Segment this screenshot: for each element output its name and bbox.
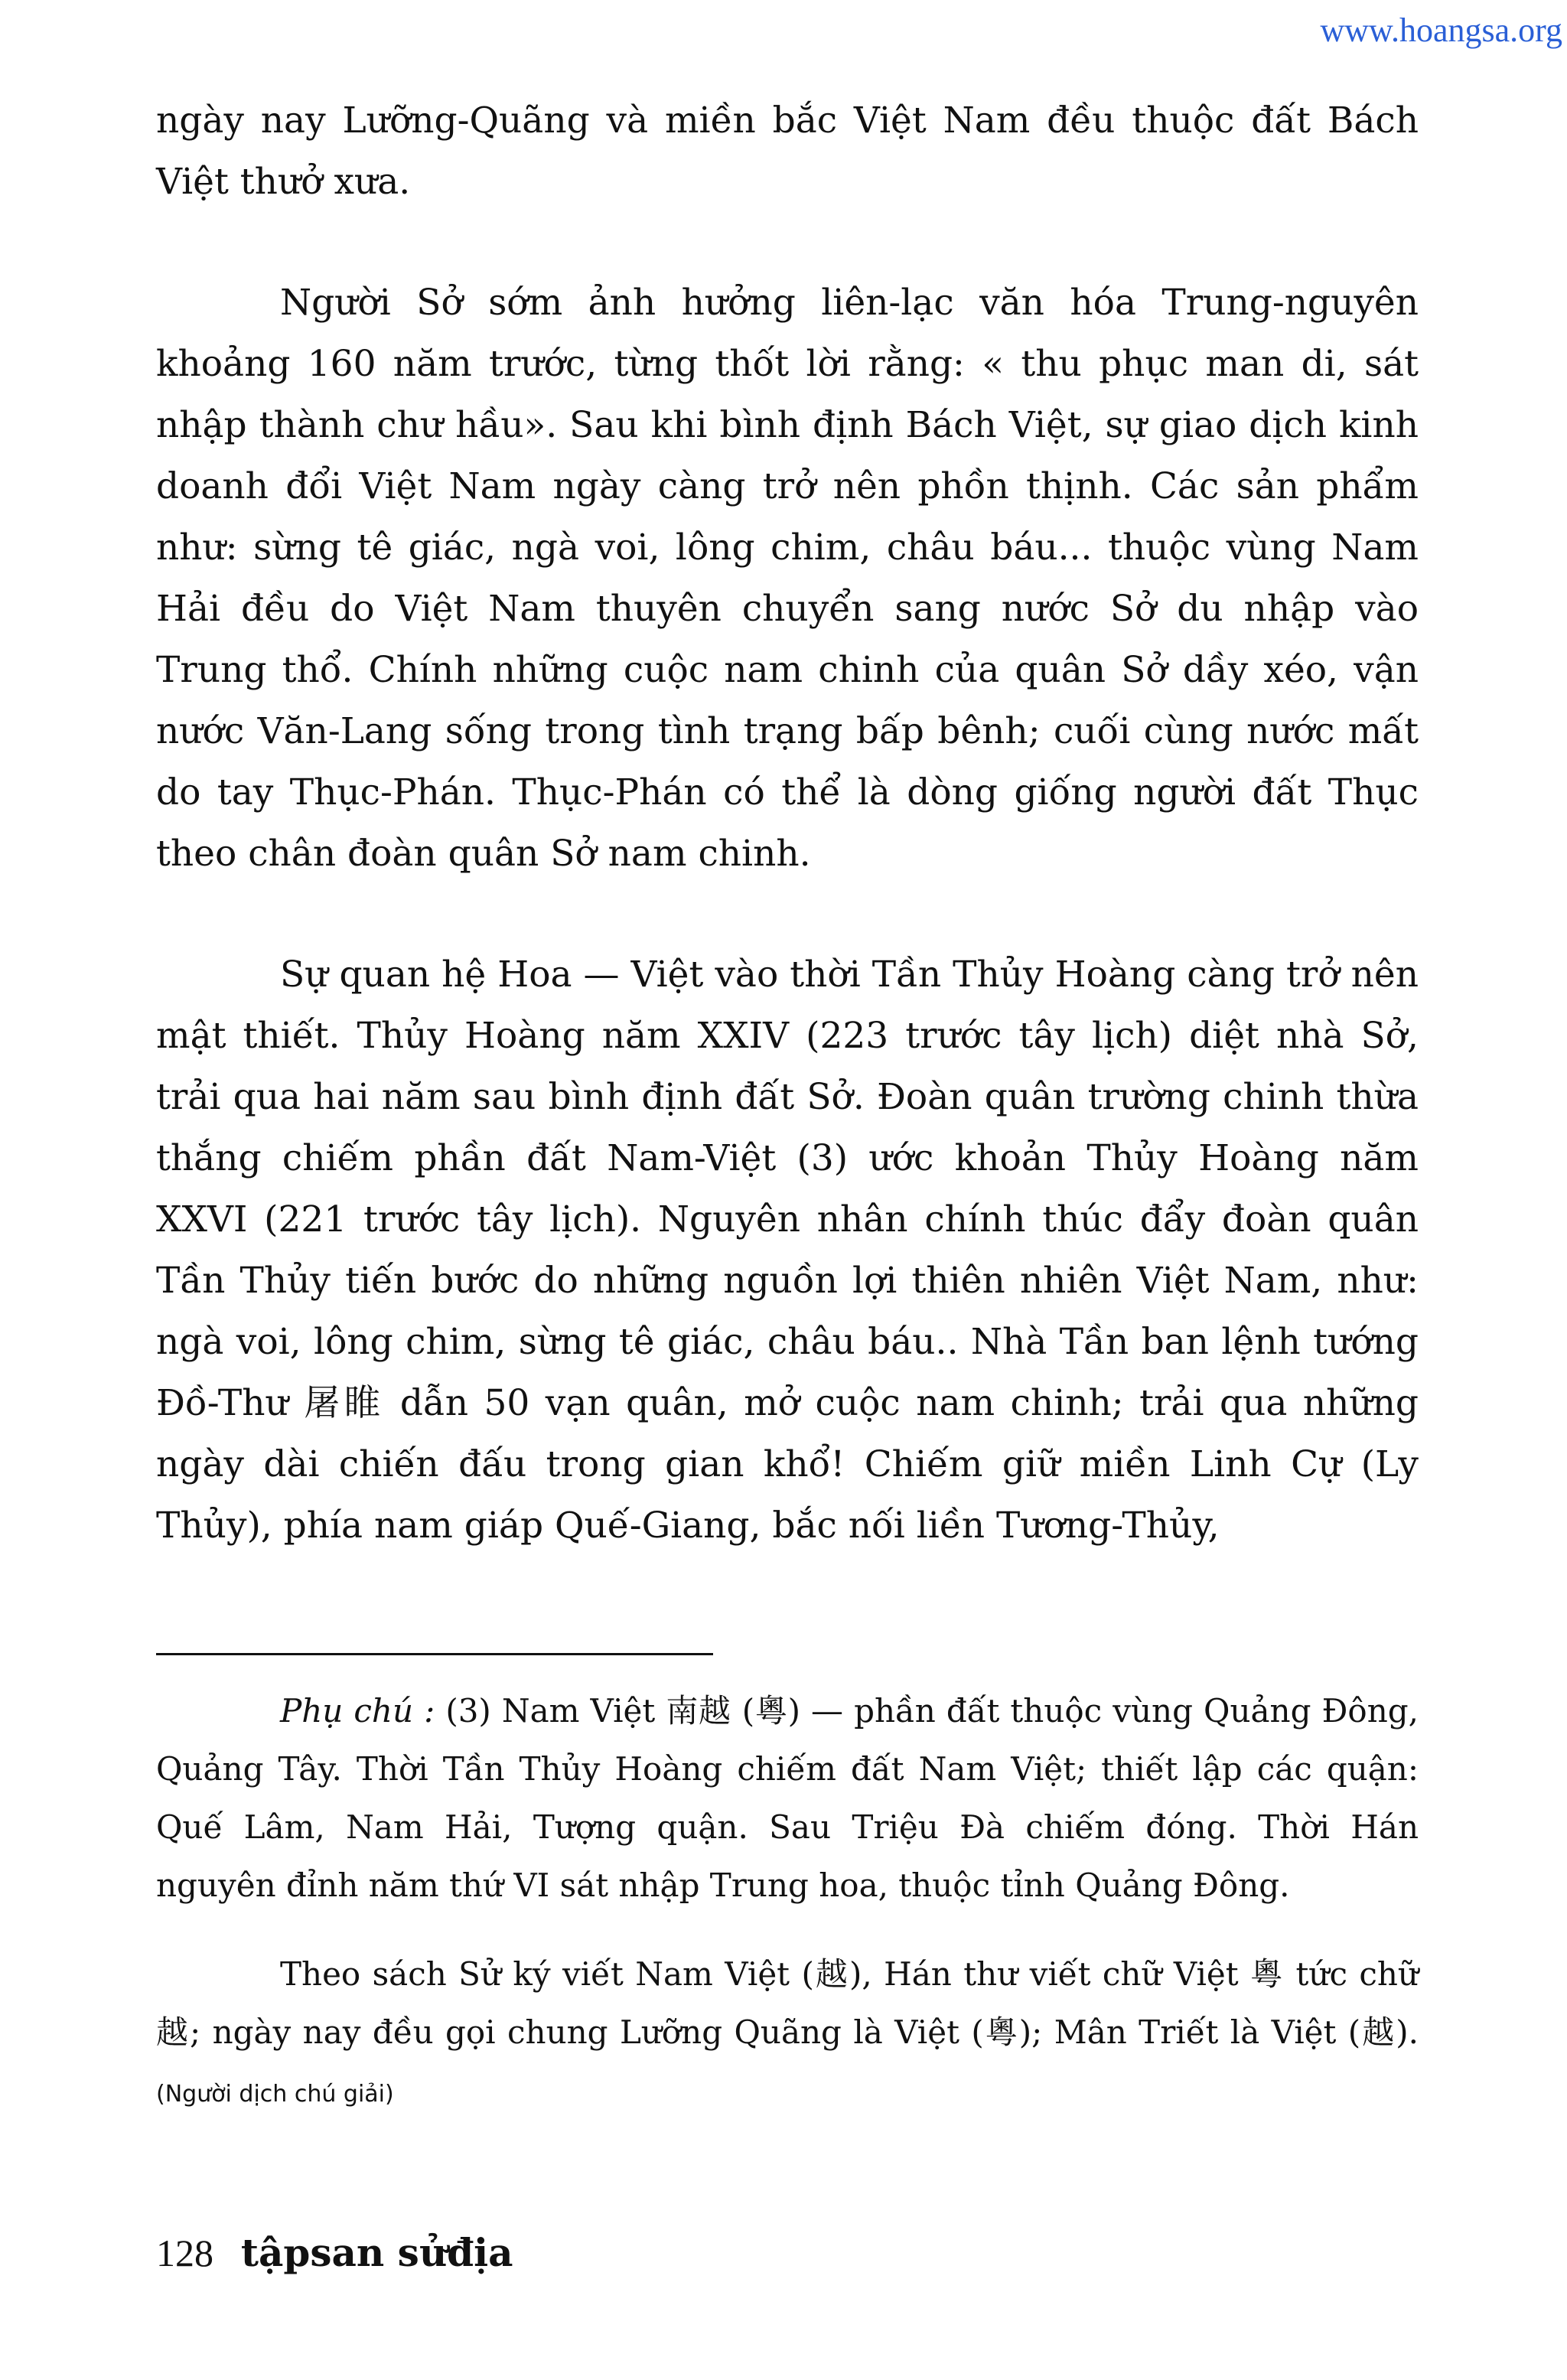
footnote-3-text: (3) Nam Việt 南越 (粵) — phần đất thuộc vùng Quảng Đông, Quảng Tây. Thời Tần Thủy Hoàng chiếm đất Nam Việt; thiết lập các quận: Quế Lâm, Nam Hải, Tượng quận. Sau Triệu Đà chiếm đóng. Thời Hán nguyên đỉnh năm thứ VI sát nhập Trung hoa, thuộc tỉnh Quảng Đông.	[156, 1692, 1419, 1904]
page-number: 128	[156, 2232, 213, 2274]
footnote-divider	[156, 1653, 713, 1655]
paragraph-1: ngày nay Lưỡng-Quãng và miền bắc Việt Nam đều thuộc đất Bách Việt thưở xưa.	[156, 99, 1419, 203]
translator-note-text: Theo sách Sử ký viết Nam Việt (越), Hán thư viết chữ Việt 粵 tức chữ 越; ngày nay đều gọi chung Lưỡng Quãng là Việt (粵); Mân Triết là Việt (越).	[156, 1955, 1419, 2051]
body-text	[156, 90, 1419, 1557]
translator-credit: (Người dịch chú giải)	[156, 2081, 394, 2108]
page-footer	[156, 2230, 513, 2275]
footnote-3	[156, 1682, 1419, 1915]
translator-note	[156, 1945, 1419, 2124]
paragraph-2: Người Sở sớm ảnh hưởng liên-lạc văn hóa Trung-nguyên khoảng 160 năm trước, từng thốt lời rằng: « thu phục man di, sát nhập thành chư hầu». Sau khi bình định Bách Việt, sự giao dịch kinh doanh đổi Việt Nam ngày càng trở nên phồn thịnh. Các sản phẩm như: sừng tê giác, ngà voi, lông chim, châu báu... thuộc vùng Nam Hải đều do Việt Nam thuyên chuyển sang nước Sở du nhập vào Trung thổ. Chính những cuộc nam chinh của quân Sở dầy xéo, vận nước Văn-Lang sống trong tình trạng bấp bênh; cuối cùng nước mất do tay Thục-Phán. Thục-Phán có thể là dòng giống người đất Thục theo chân đoàn quân Sở nam chinh.	[156, 282, 1419, 875]
footnote-label: Phụ chú :	[280, 1692, 435, 1730]
footnotes	[156, 1682, 1419, 2154]
watermark-link[interactable]: www.hoangsa.org	[1320, 11, 1562, 49]
journal-title: tậpsan sửđịa	[240, 2230, 513, 2275]
paragraph-3: Sự quan hệ Hoa — Việt vào thời Tần Thủy Hoàng càng trở nên mật thiết. Thủy Hoàng năm XXIV (223 trước tây lịch) diệt nhà Sở, trải qua hai năm sau bình định đất Sở. Đoàn quân trường chinh thừa thắng chiếm phần đất Nam-Việt (3) ước khoản Thủy Hoàng năm XXVI (221 trước tây lịch). Nguyên nhân chính thúc đẩy đoàn quân Tần Thủy tiến bước do những nguồn lợi thiên nhiên Việt Nam, như: ngà voi, lông chim, sừng tê giác, châu báu.. Nhà Tần ban lệnh tướng Đồ-Thư 屠睢 dẫn 50 vạn quân, mở cuộc nam chinh; trải qua những ngày dài chiến đấu trong gian khổ! Chiếm giữ miền Linh Cự (Ly Thủy), phía nam giáp Quế-Giang, bắc nối liền Tương-Thủy,	[156, 954, 1419, 1547]
